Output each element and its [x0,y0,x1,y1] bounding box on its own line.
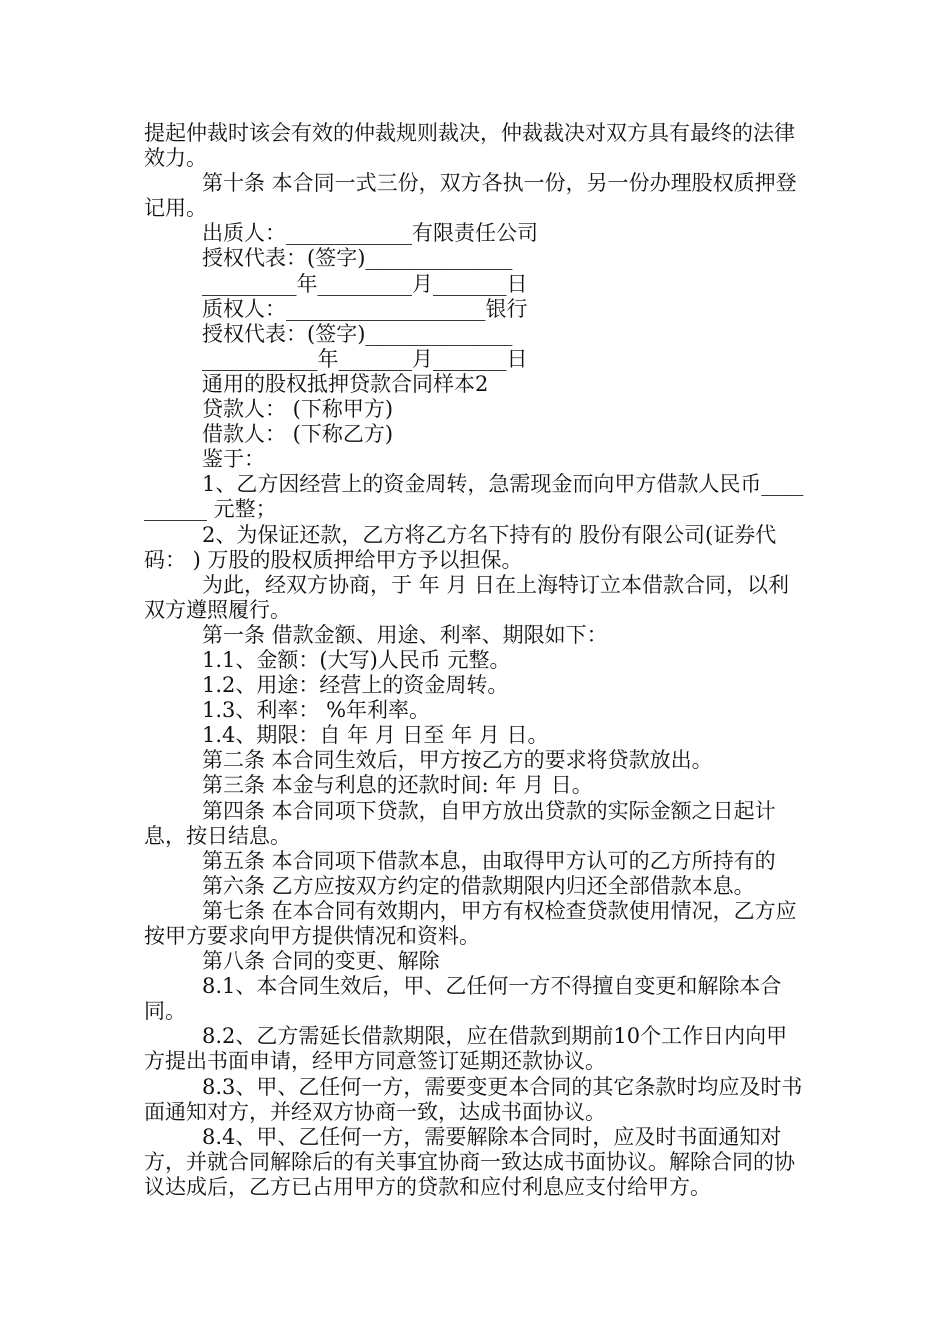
paragraph: 提起仲裁时该会有效的仲裁规则裁决，仲裁裁决对双方具有最终的法律效力。 [144,121,795,171]
paragraph: ___________年_______月_______日 [202,346,528,371]
paragraph: 鉴于： [202,447,265,472]
paragraph: 8.4、甲、乙任何一方，需要解除本合同时，应及时书面通知对方，并就合同解除后的有关事宜协商一致达成书面协议。解除合同的协议达成后，乙方已占用甲方的贷款和应付利息应支付给甲方。 [144,1124,795,1199]
document-body [144,121,808,1200]
paragraph: 第六条 乙方应按双方约定的借款期限内归还全部借款本息。 [202,873,755,898]
paragraph: 质权人：___________________银行 [202,296,528,321]
paragraph: 第二条 本合同生效后，甲方按乙方的要求将贷款放出。 [202,748,713,773]
paragraph: 第五条 本合同项下借款本息，由取得甲方认可的乙方所持有的 [202,848,776,873]
paragraph: 1.4、期限：自 年 月 日至 年 月 日。 [202,723,549,748]
paragraph: 1.1、金额：(大写)人民币 元整。 [202,647,511,672]
paragraph: 借款人： (下称乙方) [202,422,394,447]
paragraph: 第三条 本金与利息的还款时间: 年 月 日。 [202,773,593,798]
paragraph: 授权代表：(签字)______________ [202,321,513,346]
paragraph: 1、乙方因经营上的资金周转，急需现金而向甲方借款人民币__________ 元整； [144,472,804,522]
paragraph: 第四条 本合同项下贷款，自甲方放出贷款的实际金额之日起计息，按日结息。 [144,798,776,848]
paragraph: 通用的股权抵押贷款合同样本2 [202,371,489,396]
paragraph: 1.2、用途：经营上的资金周转。 [202,673,509,698]
paragraph: 第一条 借款金额、用途、利率、期限如下： [202,622,608,647]
paragraph: 2、为保证还款，乙方将乙方名下持有的 股份有限公司(证券代码： ) 万股的股权质押给甲方予以担保。 [144,522,777,572]
paragraph: 为此，经双方协商，于 年 月 日在上海特订立本借款合同，以利双方遵照履行。 [144,572,790,622]
paragraph: 8.3、甲、乙任何一方，需要变更本合同的其它条款时均应及时书面通知对方，并经双方协商一致，达成书面协议。 [144,1074,803,1124]
paragraph: 8.2、乙方需延长借款期限，应在借款到期前10个工作日内向甲方提出书面申请，经甲方同意签订延期还款协议。 [144,1024,788,1074]
paragraph: 1.3、利率： %年利率。 [202,698,431,723]
paragraph: 第十条 本合同一式三份，双方各执一份，另一份办理股权质押登记用。 [144,171,797,221]
paragraph: 第七条 在本合同有效期内，甲方有权检查贷款使用情况，乙方应按甲方要求向甲方提供情况和资料。 [144,898,797,948]
paragraph: 8.1、本合同生效后，甲、乙任何一方不得擅自变更和解除本合同。 [144,974,782,1024]
paragraph: 第八条 合同的变更、解除 [202,949,440,974]
paragraph: 贷款人： (下称甲方) [202,397,394,422]
paragraph: 出质人：____________有限责任公司 [202,221,538,246]
paragraph: 授权代表：(签字)______________ [202,246,513,271]
paragraph: _________年_________月_______日 [202,271,528,296]
